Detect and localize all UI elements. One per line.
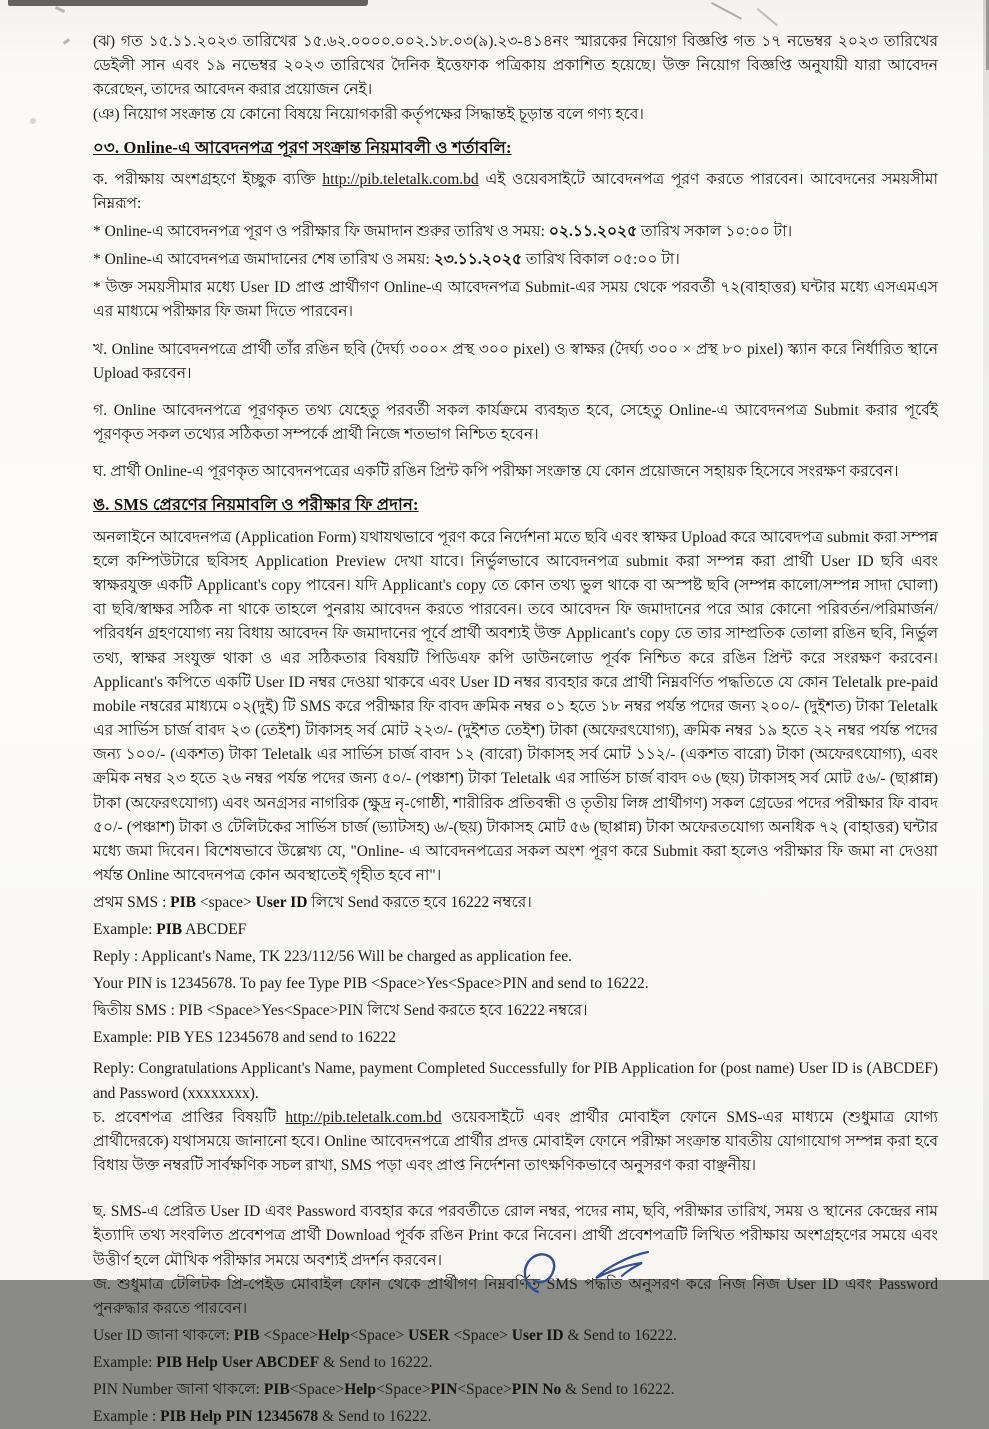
sms-second-example: Example: PIB YES 12345678 and send to 16222: [93, 1029, 396, 1047]
bullet-fee-window: * উক্ত সময়সীমার মধ্যে User ID প্রাপ্ত প্রার্থীগণ Online-এ আবেদনপত্র Submit-এর সময় থেকে পরবর্তী ৭২(বাহাত্তর) ঘন্টার মধ্যে এসএমএস এর মাধ্যমে পরীক্ষার ফি জমা দিতে পারবেন।: [93, 279, 938, 321]
heading-online-rules: ০৩. Online-এ আবেদনপত্র পূরণ সংক্রান্ত নিয়মাবলী ও শর্তাবলি:: [93, 137, 512, 157]
heading-sms-rules: ঙ. SMS প্রেরণের নিয়মাবলি ও পরীক্ষার ফি প্রদান:: [93, 495, 419, 515]
scan-artifact-speck: [30, 118, 36, 124]
document-body: [93, 30, 938, 1429]
bullet-end-date: * Online-এ আবেদনপত্র জমাদানের শেষ তারিখ ও সময়: ২৩.১১.২০২৫ তারিখ বিকাল ০৫:০০ টা।: [93, 251, 680, 269]
recovery-pin-line: PIN Number জানা থাকলে: PIB<Space>Help<Space>PIN<Space>PIN No & Send to 16222.: [93, 1381, 675, 1399]
para-ka: ক. পরীক্ষায় অংশগ্রহণে ইচ্ছুক ব্যক্তি http://pib.teletalk.com.bd এই ওয়েবসাইটে আবেদনপত্র পূরণ করতে পারবেন। আবেদনের সময়সীমা নিম্নরূপ:: [93, 171, 938, 213]
scan-artifact-smudge: [55, 6, 65, 13]
para-nio: (ঞ) নিয়োগ সংক্রান্ত যে কোনো বিষয়ে নিয়োগকারী কর্তৃপক্ষের সিদ্ধান্তই চূড়ান্ত বলে গণ্য হবে।: [93, 105, 644, 123]
para-gha: ঘ. প্রার্থী Online-এ পূরণকৃত আবেদনপত্রের একটি রঙিন প্রিন্ট কপি পরীক্ষা সংক্রান্ত যে কোন প্রয়োজনে সহায়ক হিসেবে সংরক্ষণ করবেন।: [93, 463, 899, 481]
para-ja: জ. শুধুমাত্র টেলিটক প্রি-পেইড মোবাইল ফোন থেকে প্রার্থীগণ নিম্নবর্ণিত SMS পদ্ধতি অনুসরণ করে নিজ নিজ User ID এবং Password পুনরুদ্ধার করতে পারবেন।: [93, 1275, 938, 1317]
scan-artifact-diagonal-mark: [711, 2, 742, 20]
para-chha: ছ. SMS-এ প্রেরিত User ID এবং Password ব্যবহার করে পরবর্তীতে রোল নম্বর, পদের নাম, ছবি, পরীক্ষার তারিখ, সময় ও স্থানের কেন্দ্রের নাম ইত্যাদি তথ্য সংবলিত প্রবেশপত্র প্রার্থী Download পূর্বক রঙিন Print করে নিবেন। প্রার্থী প্রবেশপত্রটি লিখিত পরীক্ষায় অংশগ্রহণের সময়ে এবং উত্তীর্ণ হলে মৌখিক পরীক্ষার সময়ে অবশ্যই প্রদর্শন করবেন।: [93, 1203, 938, 1269]
sms-first-reply: Reply : Applicant's Name, TK 223/112/56 Will be charged as application fee.: [93, 948, 572, 966]
scan-artifact-diagonal-mark: [757, 8, 778, 26]
recovery-pin-example: Example : PIB Help PIN 12345678 & Send to 16222.: [93, 1408, 432, 1426]
para-sms-details: অনলাইনে আবেদনপত্র (Application Form) যথাযথভাবে পূরণ করে নির্দেশনা মতে ছবি এবং স্বাক্ষর Upload করে আবেদপত্র submit করা সম্পন্ন হলে কম্পিউটারে ছবিসহ Application Preview দেখা যাবে। নির্ভুলভাবে আবেদনপত্র submit করা সম্পন্ন করা প্রার্থী User ID ছবি এবং স্বাক্ষরযুক্ত একটি Applicant's copy পাবেন। যদি Applicant's copy তে কোন তথ্য ভুল থাকে বা অস্পষ্ট ছবি (সম্পন্ন কালো/সম্পন্ন সাদা ঘোলা) বা ছবি/স্বাক্ষর সঠিক না থাকে তাহলে পুনরায় আবেদন করতে পারবেন। তবে আবেদন ফি জমাদানের পরে আর কোনো পরিবর্তন/পরিমার্জন/পরিবর্ধন গ্রহণযোগ্য নয় বিধায় আবেদন ফি জমাদানের পূর্বে প্রার্থী অবশ্যই উক্ত Applicant's copy তে তার সাম্প্রতিক তোলা রঙিন ছবি, নির্ভুল তথ্য, স্বাক্ষর সংযুক্ত থাকা ও এর সঠিকতার বিষয়টি পিডিএফ কপি ডাউনলোড পূর্বক নিশ্চিত করে রঙিন প্রিন্ট করে সংরক্ষণ করবেন। Applicant's কপিতে একটি User ID নম্বর দেওয়া থাকবে এবং User ID নম্বর ব্যবহার করে প্রার্থী নিম্নবর্ণিত পদ্ধতিতে যে কোন Teletalk pre-paid mobile নম্বরের মাধ্যমে ০২(দুই) টি SMS করে পরীক্ষার ফি বাবদ ক্রমিক নম্বর ০১ হতে ১৮ নম্বর পর্যন্ত পদের জন্য ২০০/- (দুইশত) টাকা Teletalk এর সার্ভিস চার্জ বাবদ ২৩ (তেইশ) টাকাসহ সর্ব মোট ২২৩/- (দুইশত তেইশ) টাকা (অফেরৎযোগ্য), ক্রমিক নম্বর ১৯ হতে ২২ নম্বর পর্যন্ত পদের জন্য ১০০/- (একশত) টাকা Teletalk এর সার্ভিস চার্জ বাবদ ১২ (বারো) টাকাসহ সর্ব মোট ১১২/- (একশত বারো) টাকা (অফেরৎযোগ্য), এবং ক্রমিক নম্বর ২৩ হতে ২৬ নম্বর পর্যন্ত পদের জন্য ৫০/- (পঞ্চাশ) টাকা Teletalk এর সার্ভিস চার্জ বাবদ ০৬ (ছয়) টাকাসহ সর্ব মোট ৫৬/- (ছাপ্পান্ন) টাকা (অফেরৎযোগ্য) এবং অনগ্রসর নাগরিক (ক্ষুদ্র নৃ-গোষ্ঠী, শারীরিক প্রতিবন্ধী ও তৃতীয় লিঙ্গ প্রার্থীগণ) সকল গ্রেডের পদের পরীক্ষার ফি বাবদ ৫০/- (পঞ্চাশ) টাকা ও টেলিটকের সার্ভিস চার্জ (ভ্যাটসহ) ৬/-(ছয়) টাকাসহ মোট ৫৬ (ছাপ্পান্ন) টাকা অফেরতযোগ্য অনধিক ৭২ (বাহাত্তর) ঘন্টার মধ্যে জমা দিবেন। বিশেষভাবে উল্লেখ্য যে, "Online- এ আবেদনপত্রের সকল অংশ পূরণ করে Submit করা হলেও পরীক্ষার ফি জমা না দেওয়া পর্যন্ত Online আবেদনপত্র কোন অবস্থাতেই গৃহীত হবে না"।: [93, 528, 939, 885]
sms-second-line: দ্বিতীয় SMS : PIB <Space>Yes<Space>PIN লিখে Send করতে হবে 16222 নম্বরে।: [93, 1002, 588, 1020]
scan-artifact-right-edge: [983, 0, 989, 1280]
sms-first-line: প্রথম SMS : PIB <space> User ID লিখে Send করতে হবে 16222 নম্বরে।: [93, 894, 532, 912]
sms-first-example: Example: PIB ABCDEF: [93, 921, 247, 939]
para-jha: (ঝ) গত ১৫.১১.২০২৩ তারিখের ১৫.৬২.০০০০.০০২.১৮.০৩(৯).২৩-৪১৪নং স্মারকের নিয়োগ বিজ্ঞপ্তি গত ১৭ নভেম্বর ২০২৩ তারিখের ডেইলী সান এবং ১৯ নভেম্বর ২০২৩ তারিখের দৈনিক ইত্তেফাক পত্রিকায় প্রকাশিত হয়েছে। উক্ত নিয়োগ বিজ্ঞপ্তি অনুযায়ী যারা আবেদন করেছেন, তাদের আবেদন করার প্রয়োজন নেই।: [93, 33, 938, 99]
scan-artifact-speck: [63, 38, 70, 44]
para-cha: চ. প্রবেশপত্র প্রাপ্তির বিষয়টি http://pib.teletalk.com.bd ওয়েবসাইটে এবং প্রার্থীর মোবাইল ফোনে SMS-এর মাধ্যমে (শুধুমাত্র যোগ্য প্রার্থীদেরকে) যথাসময়ে জানানো হবে। Online আবেদনপত্রে প্রার্থীর প্রদত্ত মোবাইল ফোনে পরীক্ষা সংক্রান্ত যাবতীয় যোগাযোগ সম্পন্ন করা হবে বিধায় উক্ত নম্বরটি সার্বক্ষণিক সচল রাখা, SMS পড়া এবং প্রাপ্ত নির্দেশনা তাৎক্ষণিকভাবে অনুসরণ করা বাঞ্ছনীয়।: [93, 1108, 938, 1175]
signature: [500, 1234, 680, 1294]
para-kha: খ. Online আবেদনপত্রে প্রার্থী তাঁর রঙিন ছবি (দৈর্ঘ্য ৩০০× প্রস্থ ৩০০ pixel) ও স্বাক্ষর (দৈর্ঘ্য ৩০০ × প্রস্থ ৮০ pixel) স্ক্যান করে নির্ধারিত স্থানে Upload করবেন।: [93, 340, 938, 382]
sms-first-pin: Your PIN is 12345678. To pay fee Type PIB <Space>Yes<Space>PIN and send to 16222.: [93, 975, 649, 993]
recovery-userid-line: User ID জানা থাকলে: PIB <Space>Help<Space> USER <Space> User ID & Send to 16222.: [93, 1327, 677, 1345]
bullet-start-date: * Online-এ আবেদনপত্র পূরণ ও পরীক্ষার ফি জমাদান শুরুর তারিখ ও সময়: ০২.১১.২০২৫ তারিখ সকাল ১০:০০ টা।: [93, 223, 793, 241]
recovery-userid-example: Example: PIB Help User ABCDEF & Send to 16222.: [93, 1354, 433, 1372]
scan-artifact-top-edge: [8, 0, 368, 6]
para-ga: গ. Online আবেদনপত্রে পূরণকৃত তথ্য যেহেতু পরবর্তী সকল কার্যক্রমে ব্যবহৃত হবে, সেহেতু Online-এ আবেদনপত্র Submit করার পূর্বেই পূরণকৃত সকল তথ্যের সঠিকতা সম্পর্কে প্রার্থী নিজে শতভাগ নিশ্চিত হবেন।: [93, 401, 938, 444]
sms-second-reply: Reply: Congratulations Applicant's Name, payment Completed Successfully for PIB Application for (post name) User ID is (ABCDEF) and Password (xxxxxxxx).: [93, 1060, 938, 1102]
